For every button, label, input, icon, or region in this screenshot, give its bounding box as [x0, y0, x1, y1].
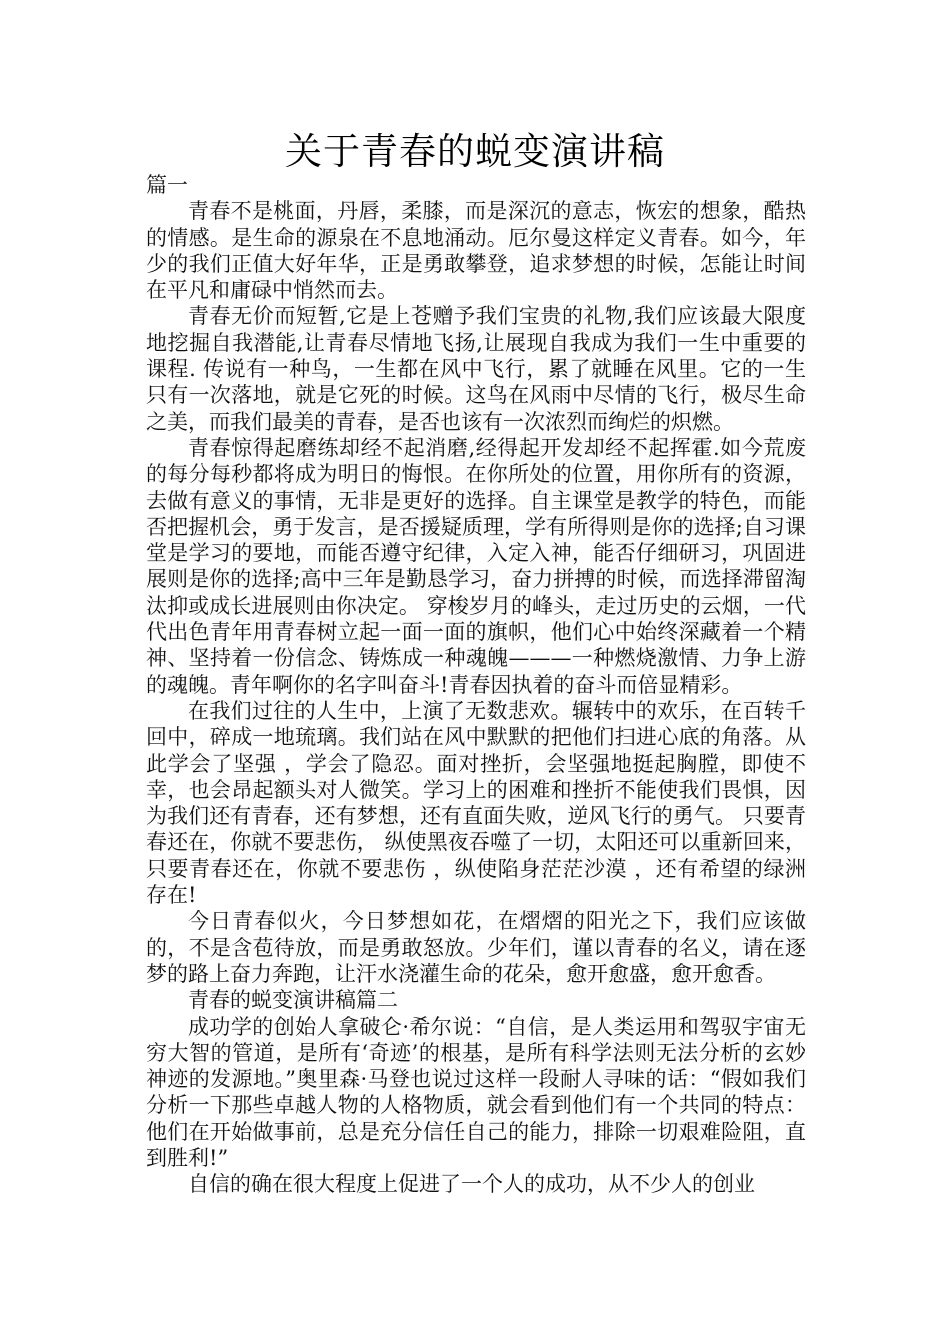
- paragraph-4: 在我们过往的人生中，上演了无数悲欢。辗转中的欢乐，在百转千回中，碎成一地琉璃。我们站在风中默默的把他们扫进心底的角落。从此学会了坚强 ，学会了隐忍。面对挫折，会坚强地挺起胸膛，即使不幸，也会昂起额头对人微笑。学习上的困难和挫折不能使我们畏惧，因为我们还有青春，还有梦想，还有直面失败，逆风飞行的勇气。 只要青春还在，你就不要悲伤， 纵使黑夜吞噬了一切，太阳还可以重新回来，只要青春还在，你就不要悲伤 ，纵使陷身茫茫沙漠 ，还有希望的绿洲存在!: [146, 698, 806, 908]
- paragraph-2: 青春无价而短暂,它是上苍赠予我们宝贵的礼物,我们应该最大限度地挖掘自我潜能,让青春尽情地飞扬,让展现自我成为我们一生中重要的课程. 传说有一种鸟，一生都在风中飞行，累了就睡在风里。它的一生只有一次落地，就是它死的时候。这鸟在风雨中尽情的飞行，极尽生命之美，而我们最美的青春，是否也该有一次浓烈而绚烂的炽燃。: [146, 304, 806, 434]
- paragraph-1: 青春不是桃面，丹唇，柔膝，而是深沉的意志，恢宏的想象，酷热的情感。是生命的源泉在不息地涌动。厄尔曼这样定义青春。如今，年少的我们正值大好年华，正是勇敢攀登，追求梦想的时候，怎能让时间在平凡和庸碌中悄然而去。: [146, 199, 806, 303]
- section-two-heading: 青春的蜕变演讲稿篇二: [188, 988, 398, 1013]
- paragraph-3: 青春惊得起磨练却经不起消磨,经得起开发却经不起挥霍.如今荒废的每分每秒都将成为明日的悔恨。在你所处的位置，用你所有的资源，去做有意义的事情，无非是更好的选择。自主课堂是教学的特色，而能否把握机会，勇于发言，是否援疑质理，学有所得则是你的选择;自习课堂是学习的要地，而能否遵守纪律，入定入神，能否仔细研习，巩固进展则是你的选择;高中三年是勤恳学习，奋力拼搏的时候，而选择滞留淘汰抑或成长进展则由你决定。 穿梭岁月的峰头，走过历史的云烟，一代代出色青年用青春树立起一面一面的旗帜，他们心中始终深藏着一个精神、坚持着一份信念、铸炼成一种魂魄———一种燃烧激情、力争上游的魂魄。青年啊你的名字叫奋斗!青春因执着的奋斗而倍显精彩。: [146, 435, 806, 697]
- document-body: [146, 172, 806, 1198]
- document-title: 关于青春的蜕变演讲稿: [285, 130, 665, 173]
- paragraph-6: 成功学的创始人拿破仑·希尔说：“自信，是人类运用和驾驭宇宙无穷大智的管道，是所有‘奇迹’的根基，是所有科学法则无法分析的玄妙神迹的发源地。”奥里森·马登也说过这样一段耐人寻味的话：“假如我们分析一下那些卓越人物的人格物质，就会看到他们有一个共同的特点：他们在开始做事前，总是充分信任自己的能力，排除一切艰难险阻，直到胜利!”: [146, 1014, 806, 1170]
- section-one-label: 篇一: [146, 173, 188, 197]
- paragraph-5: 今日青春似火，今日梦想如花，在熠熠的阳光之下，我们应该做的，不是含苞待放，而是勇敢怒放。少年们，谨以青春的名义，请在逐梦的路上奋力奔跑，让汗水浇灌生命的花朵，愈开愈盛，愈开愈香。: [146, 909, 806, 986]
- paragraph-7: 自信的确在很大程度上促进了一个人的成功，从不少人的创业: [188, 1172, 755, 1197]
